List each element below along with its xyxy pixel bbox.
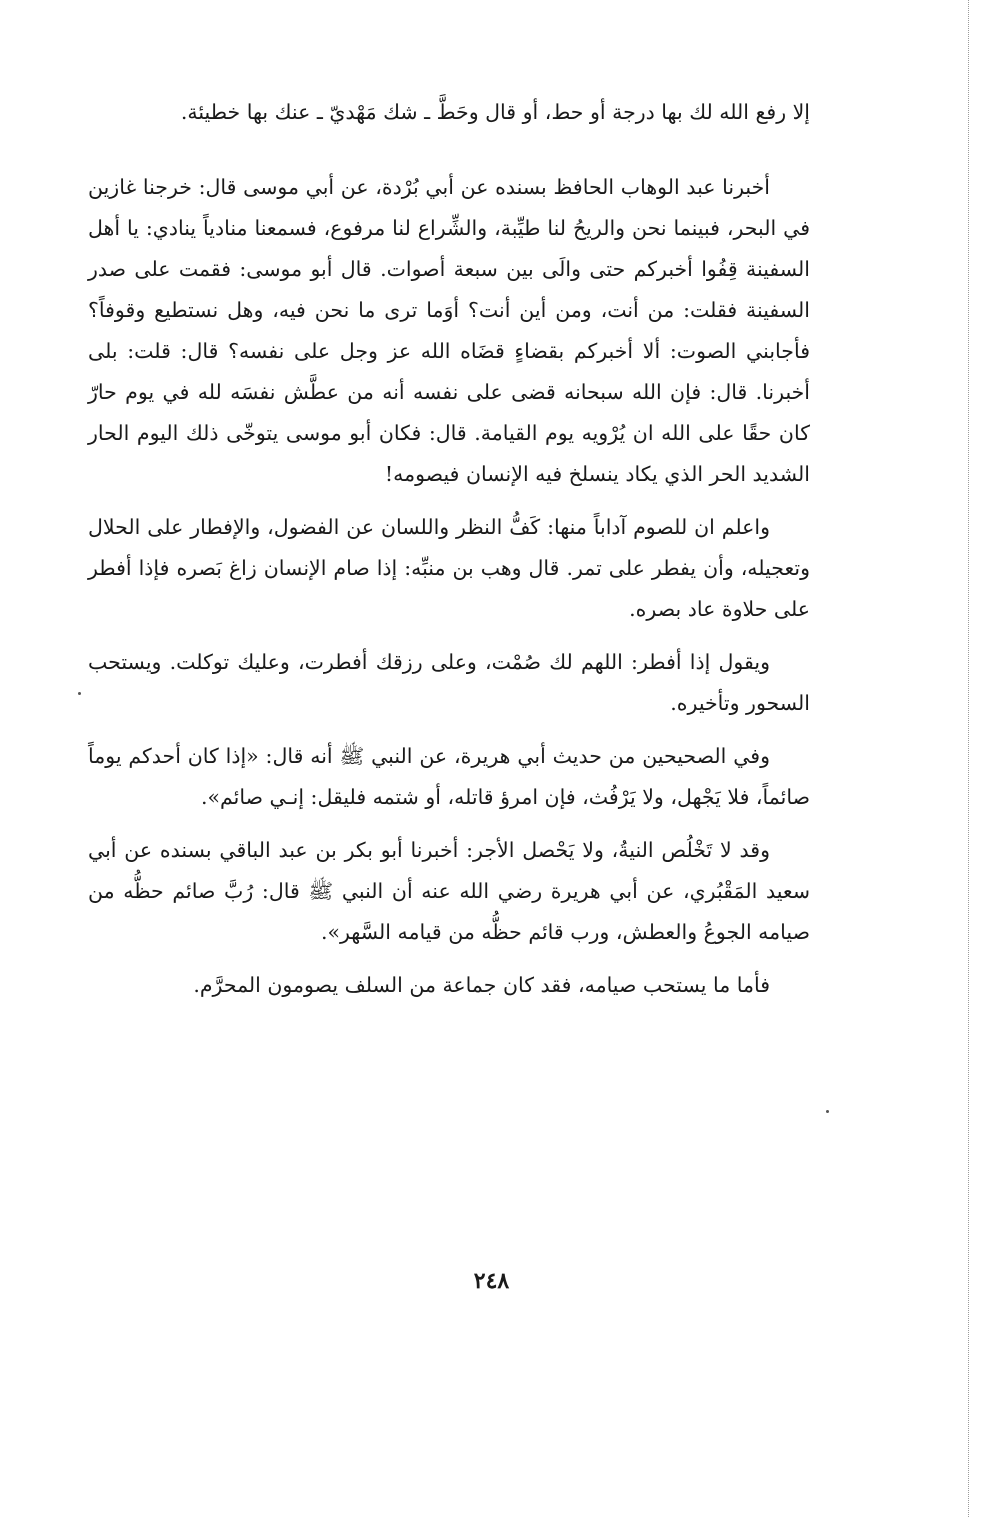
paragraph-5: وفي الصحيحين من حديث أبي هريرة، عن النبي ﷺ أنه قال: «إذا كان أحدكم يوماً صائماً، فلا يَجْهل، ولا يَرْفُث، فإن امرؤ قاتله، أو شتمه فليقل: إنـي صائم». <box>88 744 810 809</box>
page-body <box>88 92 810 1006</box>
margin-mark <box>826 1110 829 1113</box>
margin-mark <box>78 692 81 695</box>
paragraph-3: واعلم ان للصوم آداباً منها: كَفُّ النظر واللسان عن الفضول، والإفطار على الحلال وتعجيله، وأن يفطر على تمر. قال وهب بن منبِّه: إذا صام الإنسان زاغ بَصره فإذا أفطر على حلاوة عاد بصره. <box>88 515 810 621</box>
page-number: ٢٤٨ <box>473 1268 510 1294</box>
paragraph-7: فأما ما يستحب صيامه، فقد كان جماعة من السلف يصومون المحرَّم. <box>193 973 770 997</box>
paragraph-4: ويقول إذا أفطر: اللهم لك صُمْت، وعلى رزقك أفطرت، وعليك توكلت. ويستحب السحور وتأخيره. <box>88 650 810 715</box>
paragraph-1: إلا رفع الله لك بها درجة أو حط، أو قال وحَطَّ ـ شك مَهْديّ ـ عنك بها خطيئة. <box>180 100 810 124</box>
paragraph-2: أخبرنا عبد الوهاب الحافظ بسنده عن أبي بُرْدة، عن أبي موسى قال: خرجنا غازين في البحر، فبينما نحن والريحُ لنا طيِّبة، والشِّراع لنا مرفوع، فسمعنا منادياً ينادي: يا أهل السفينة قِفُوا أخبركم حتى والَى بين سبعة أصوات. قال أبو موسى: فقمت على صدر السفينة فقلت: من أنت، ومن أين أنت؟ أوَما ترى ما نحن فيه، وهل نستطيع وقوفاً؟ فأجابني الصوت: ألا أخبركم بقضاءٍ قضَاه الله عز وجل على نفسه؟ قال: قلت: بلى أخبرنا. قال: فإن الله سبحانه قضى على نفسه أنه من عطَّش نفسَه لله في يوم حارّ كان حقًا على الله ان يُرْويه يوم القيامة. قال: فكان أبو موسى يتوخّى ذلك اليوم الحار الشديد الحر الذي يكاد ينسلخ فيه الإنسان فيصومه! <box>88 175 810 486</box>
paragraph-6: وقد لا تَخْلُص النيةُ، ولا يَحْصل الأجر: أخبرنا أبو بكر بن عبد الباقي بسنده عن أبي سعيد المَقْبُري، عن أبي هريرة رضي الله عنه أن النبي ﷺ قال: رُبَّ صائم حظُّه من صيامه الجوعُ والعطش، ورب قائم حظُّه من قيامه السَّهر». <box>88 838 810 944</box>
